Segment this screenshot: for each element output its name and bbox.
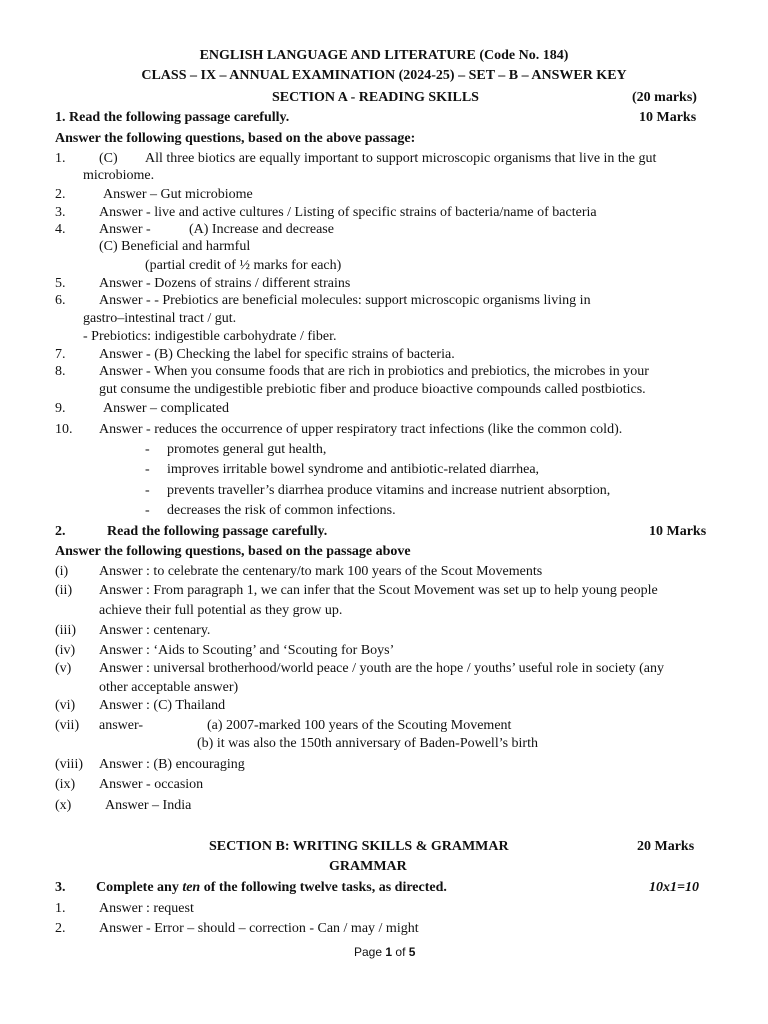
q2-v-answer-cont: other acceptable answer) <box>99 680 239 695</box>
q3-a1-answer: Answer : request <box>99 901 194 916</box>
q1-a10-number: 10. <box>55 422 73 437</box>
q1-a1-number: 1. <box>55 151 66 166</box>
q1-a4-note: (partial credit of ½ marks for each) <box>145 258 342 273</box>
q3-marks: 10x1=10 <box>649 880 699 895</box>
q2-ii-number: (ii) <box>55 583 73 598</box>
q1-marks: 10 Marks <box>639 110 697 125</box>
q1-a7-answer: Answer - (B) Checking the label for specific strains of bacteria. <box>99 347 455 362</box>
bullet-dash: - <box>145 462 150 477</box>
q3-title-post: of the following twelve tasks, as directed. <box>203 880 447 895</box>
q1-a6-answer-cont: gastro–intestinal tract / gut. <box>83 311 237 326</box>
q2-viii-number: (viii) <box>55 757 83 772</box>
q2-ix-number: (ix) <box>55 777 76 792</box>
q1-title: 1. Read the following passage carefully. <box>55 110 290 125</box>
q2-vii-label: answer- <box>99 718 144 733</box>
bullet-item: improves irritable bowel syndrome and antibiotic-related diarrhea, <box>167 462 540 477</box>
doc-subtitle: CLASS – IX – ANNUAL EXAMINATION (2024-25) – SET – B – ANSWER KEY <box>141 68 627 83</box>
page-footer <box>354 944 415 961</box>
section-a-heading: SECTION A - READING SKILLS <box>272 90 479 105</box>
q2-vii-number: (vii) <box>55 718 80 733</box>
q1-a7-number: 7. <box>55 347 66 362</box>
q1-a4-answer-cont: (C) Beneficial and harmful <box>99 239 251 254</box>
q3-title <box>96 879 447 896</box>
bullet-item: decreases the risk of common infections. <box>167 503 396 518</box>
q3-a2-answer: Answer - Error – should – correction - Can / may / might <box>99 921 419 936</box>
q1-a8-number: 8. <box>55 364 66 379</box>
bullet-dash: - <box>145 503 150 518</box>
bullet-item: prevents traveller’s diarrhea produce vitamins and increase nutrient absorption, <box>167 483 611 498</box>
page-word: Page <box>354 945 383 959</box>
q2-iii-number: (iii) <box>55 623 76 638</box>
q1-a8-answer-cont: gut consume the undigestible prebiotic fiber and produce bioactive compounds called postbiotics. <box>99 382 646 397</box>
q2-viii-answer: Answer : (B) encouraging <box>99 757 245 772</box>
doc-title: ENGLISH LANGUAGE AND LITERATURE (Code No. 184) <box>199 48 569 63</box>
q1-a4-answer: (A) Increase and decrease <box>189 222 334 237</box>
q1-a3-answer: Answer - live and active cultures / Listing of specific strains of bacteria/name of bacteria <box>99 205 597 220</box>
q3-a2-number: 2. <box>55 921 66 936</box>
q1-a1-answer: All three biotics are equally important to support microscopic organisms that live in the gut <box>145 151 657 166</box>
q1-a9-answer: Answer – complicated <box>103 401 229 416</box>
q1-a4-label: Answer - <box>99 222 151 237</box>
q2-instruction: Answer the following questions, based on the passage above <box>55 544 411 559</box>
q1-a6-answer-cont2: - Prebiotics: indigestible carbohydrate / fiber. <box>83 329 337 344</box>
q1-a5-number: 5. <box>55 276 66 291</box>
q1-a4-number: 4. <box>55 222 66 237</box>
q1-a3-number: 3. <box>55 205 66 220</box>
q2-vii-answer-a: (a) 2007-marked 100 years of the Scouting Movement <box>207 718 512 733</box>
q3-title-pre: Complete any <box>96 880 179 895</box>
section-b-heading: SECTION B: WRITING SKILLS & GRAMMAR <box>209 839 509 854</box>
bullet-item: promotes general gut health, <box>167 442 327 457</box>
q1-a9-number: 9. <box>55 401 66 416</box>
q3-number: 3. <box>55 880 66 895</box>
q2-vi-number: (vi) <box>55 698 76 713</box>
q2-vii-answer-b: (b) it was also the 150th anniversary of Baden-Powell’s birth <box>197 736 538 751</box>
q1-a6-answer: Answer - - Prebiotics are beneficial molecules: support microscopic organisms living in <box>99 293 591 308</box>
q2-title: Read the following passage carefully. <box>107 524 328 539</box>
q2-vi-answer: Answer : (C) Thailand <box>99 698 226 713</box>
q2-ii-answer-cont: achieve their full potential as they grow up. <box>99 603 343 618</box>
q2-x-number: (x) <box>55 798 72 813</box>
q1-a8-answer: Answer - When you consume foods that are rich in probiotics and prebiotics, the microbes in your <box>99 364 649 379</box>
q2-iii-answer: Answer : centenary. <box>99 623 211 638</box>
q1-a6-number: 6. <box>55 293 66 308</box>
q2-x-answer: Answer – India <box>105 798 192 813</box>
q2-number: 2. <box>55 524 66 539</box>
q2-iv-number: (iv) <box>55 643 76 658</box>
q1-a5-answer: Answer - Dozens of strains / different strains <box>99 276 351 291</box>
q2-v-answer: Answer : universal brotherhood/world peace / youth are the hope / youths’ useful role in society (any <box>99 661 665 676</box>
q2-iv-answer: Answer : ‘Aids to Scouting’ and ‘Scouting for Boys’ <box>99 643 395 658</box>
q2-ii-answer: Answer : From paragraph 1, we can infer that the Scout Movement was set up to help young people <box>99 583 658 598</box>
q3-a1-number: 1. <box>55 901 66 916</box>
bullet-dash: - <box>145 483 150 498</box>
q2-ix-answer: Answer - occasion <box>99 777 204 792</box>
q1-a1-answer-cont: microbiome. <box>83 168 155 183</box>
q1-a2-answer: Answer – Gut microbiome <box>103 187 253 202</box>
q1-a1-option: (C) <box>99 151 118 166</box>
q2-i-number: (i) <box>55 564 69 579</box>
bullet-dash: - <box>145 442 150 457</box>
of-word: of <box>395 945 406 959</box>
page-total: 5 <box>408 945 416 959</box>
q2-v-number: (v) <box>55 661 72 676</box>
q1-instruction: Answer the following questions, based on the above passage: <box>55 131 416 146</box>
section-b-marks: 20 Marks <box>637 839 695 854</box>
grammar-heading: GRAMMAR <box>329 859 407 874</box>
q3-title-emphasis: ten <box>182 880 201 895</box>
page-number: 1 <box>385 945 393 959</box>
q2-i-answer: Answer : to celebrate the centenary/to mark 100 years of the Scout Movements <box>99 564 543 579</box>
q1-a10-answer: Answer - reduces the occurrence of upper respiratory tract infections (like the common cold). <box>99 422 623 437</box>
q2-marks: 10 Marks <box>649 524 707 539</box>
section-a-marks: (20 marks) <box>632 90 697 105</box>
q1-a2-number: 2. <box>55 187 66 202</box>
